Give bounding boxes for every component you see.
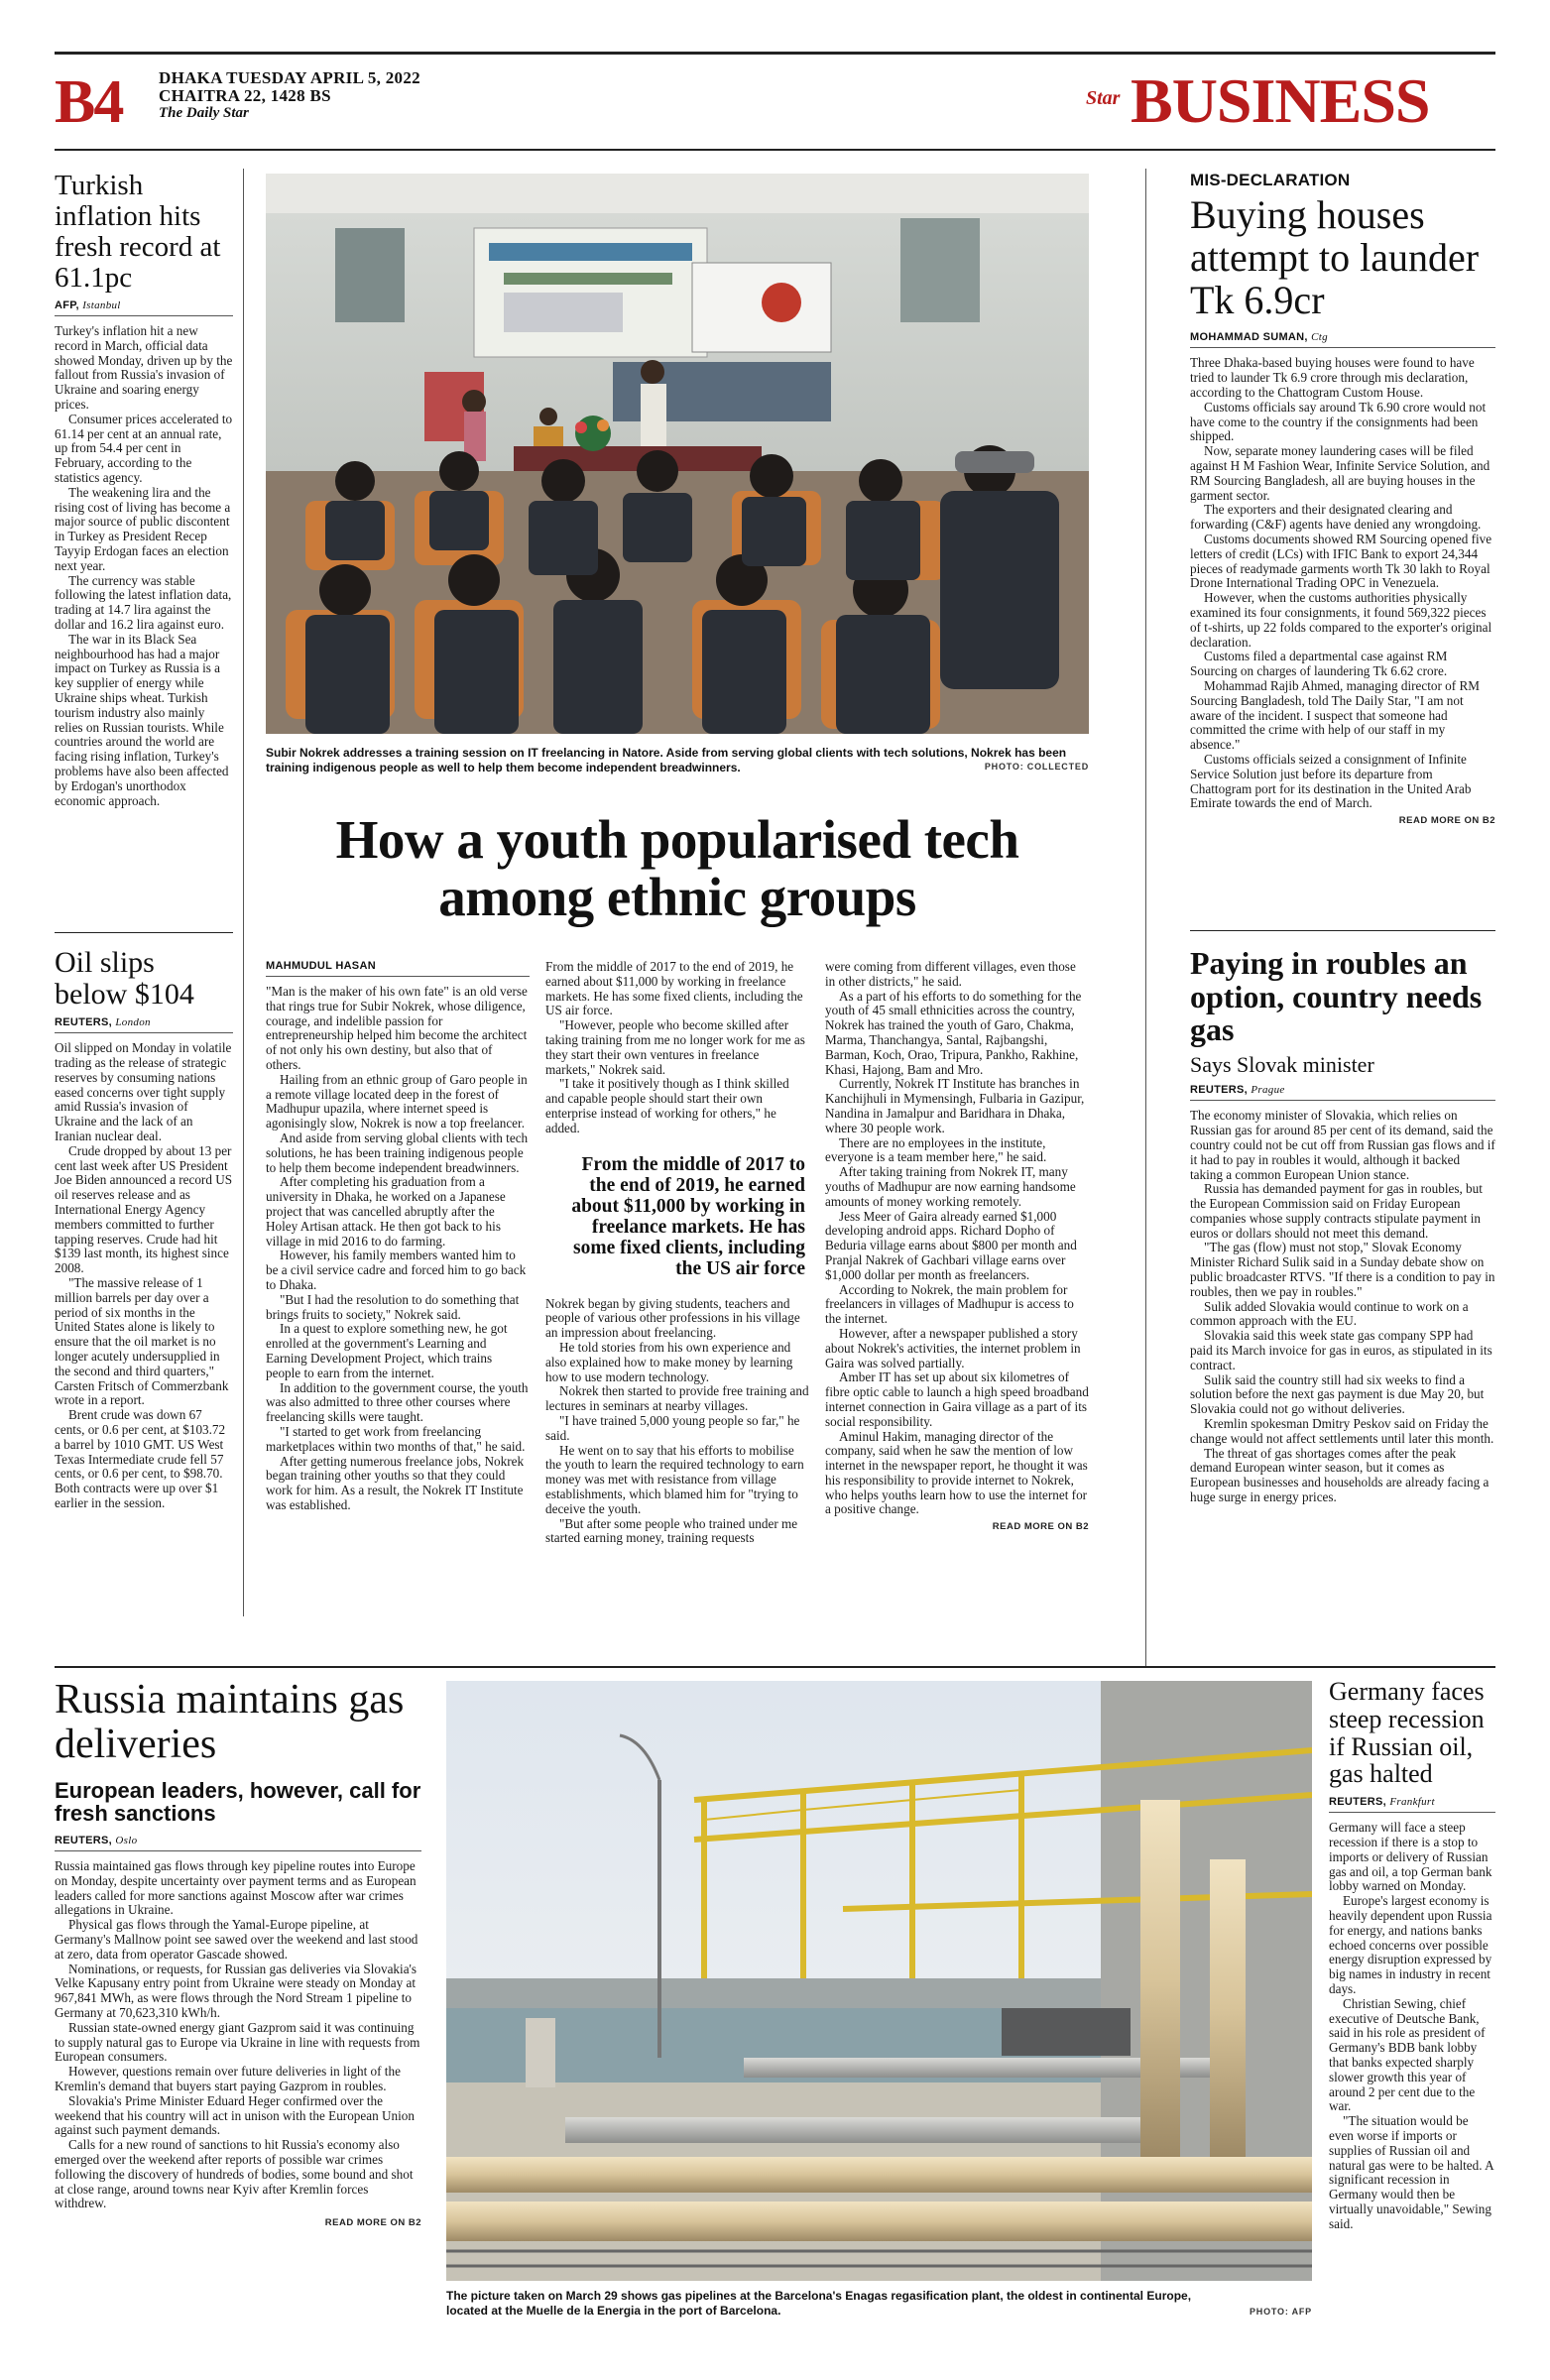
oil-headline: Oil slips below $104	[55, 946, 194, 1012]
classroom-illustration	[266, 174, 1089, 734]
lead-headline: How a youth popularised tech among ethnic groups	[335, 809, 1019, 927]
gas-plant-photo	[446, 1681, 1312, 2281]
star-logo: Star	[1086, 87, 1121, 109]
lead-body-col3: were coming from different villages, even those in other districts," he said. As a part of his efforts to do something for the youth of 45 small ethnicities across the country, Nokrek has trained the youth of Garo, Chakma, Marma, Thanchangya, Santal, Rajbangshi, Barman, Koch, Orao, Tripura, Pankho, Rakhine, Khasi, Hajong, Bam and Mro. Currently, Nokrek IT Institute has branches in Kanchijhuli in Mymensingh, Fulbaria in Gazipur, Nandina in Jamalpur and Baridhara in Dhaka, where 30 people work. There are no employees in the institute, everyone is a team member here," he said. After taking training from Nokrek IT, many youths of Madhupur are now earning handsome amounts of money working remotely. Jess Meer of Gaira already earned $1,000 developing android apps. Richard Dopho of Beduria village earns about $800 per month and Pranjal Nakrek of Gachbari village earns over $1,000 dollar per month as freelancers. According to Nokrek, the main problem for freelancers in villages of Madhupur is access to the internet. However, after a newspaper published a story about Nokrek's activities, the internet problem in Gaira was solved partially. Amber IT has set up about six kilometres of fibre optic cable to launch a high speed broadband internet connection in Gaira village as a part of its social responsibility. Aminul Hakim, managing director of the company, said when he saw the mention of low internet in the newspaper report, he thought it was his responsibility to provide internet to Nokrek, who helps youths learn how to use the internet for a positive change.	[825, 959, 1089, 1517]
section-divider	[55, 932, 233, 933]
roubles-headline: Paying in roubles an option, country needs gas	[1190, 945, 1483, 1048]
turkey-article	[55, 171, 233, 808]
section-title: BUSINESS	[1131, 65, 1430, 136]
turkey-headline: Turkish inflation hits fresh record at 61.1pc	[55, 170, 221, 295]
column-rule	[1145, 169, 1146, 1666]
plant-photo-credit: PHOTO: AFP	[1249, 2307, 1312, 2317]
header-top-rule	[55, 52, 1495, 55]
column-rule	[243, 169, 244, 1616]
roubles-subhead: Says Slovak minister	[1190, 1051, 1374, 1077]
russia-article	[55, 1678, 421, 2228]
plant-caption-block	[446, 2289, 1312, 2317]
masthead-logo: The Daily Star	[159, 105, 249, 121]
germany-headline: Germany faces steep recession if Russian oil, gas halted	[1329, 1677, 1485, 1789]
lead-read-more-link[interactable]: READ MORE ON B2	[992, 1521, 1089, 1533]
training-session-photo	[266, 174, 1089, 734]
dateline-gregorian: DHAKA TUESDAY APRIL 5, 2022	[159, 68, 420, 87]
russia-body: Russia maintained gas flows through key pipeline routes into Europe on Monday, despite uncertainty over payment terms and as European leaders called for more sanctions against Moscow after war crimes allegations in Ukraine. Physical gas flows through the Yamal-Europe pipeline, at Germany's Mallnow point see sawed over the weekend and last stood at zero, data from operator Gascade showed. Nominations, or requests, for Russian gas deliveries via Slovakia's Velke Kapusany entry point from Ukraine were steady on Monday at 967,841 MWh, as were flows through the Nord Stream 1 pipeline to Germany at 70,623,310 kWh/h. Russian state-owned energy giant Gazprom said it was continuing to supply natural gas to Europe via Ukraine in line with requests from European consumers. However, questions remain over future deliveries in light of the Kremlin's demand that buyers start paying Gazprom in roubles. Slovakia's Prime Minister Eduard Heger confirmed over the weekend that his country will act in unison with the European Union against such payment demands. Calls for a new round of sanctions to hit Russia's economy also emerged over the weekend after reports of possible war crimes following the discovery of hundreds of bodies, some bound and shot at close range, around towns near Kyiv after Kremlin forces withdrew.	[55, 1858, 420, 2211]
germany-body: Germany will face a steep recession if there is a stop to imports or delivery of Russian gas and oil, a top German bank lobby warned on Monday. Europe's largest economy is heavily dependent upon Russia for energy, and nations banks echoed concerns over possible energy disruption expressed by big names in industry in recent days. Christian Sewing, chief executive of Deutsche Bank, said in his role as president of Germany's BDB bank lobby that banks expected sharply slower growth this year of around 2 per cent due to the war. "The situation would be even worse if imports or supplies of Russian oil and natural gas were to be halted. A significant recession in Germany would then be virtually unavoidable," Sewing said.	[1329, 1820, 1493, 2231]
roubles-body: The economy minister of Slovakia, which relies on Russian gas for around 85 per cent of its demand, said the country could not be cut off from Russian gas flows and if it had to pay in roubles it would, although it backed taking a common European Union stance. Russia has demanded payment for gas in roubles, but the European Commission said on Friday European companies whose supply contracts stipulate payment in euros or dollars should not meet this demand. "The gas (flow) must not stop," Slovak Economy Minister Richard Sulik said in a Sunday debate show on public broadcaster RTVS. "If there is a condition to pay in roubles, then we pay in roubles." Sulik added Slovakia would continue to work on a common approach with the EU. Slovakia said this week state gas company SPP had paid its March invoice for gas in euros, as stipulated in its contract. Sulik said the country still had six weeks to find a solution before the next gas payment is due May 20, but Slovakia could not go without deliveries. Kremlin spokesman Dmitry Peskov said on Friday the change would not affect settlements until later this month. The threat of gas shortages comes after the peak demand European winter season, but it comes as European businesses and households are already facing a huge surge in energy prices.	[1190, 1108, 1495, 1505]
russia-headline: Russia maintains gas deliveries	[55, 1677, 405, 1767]
germany-byline: REUTERS, Frankfurt	[1329, 1796, 1495, 1813]
oil-article	[55, 947, 233, 1511]
lead-byline: MAHMUDUL HASAN	[266, 960, 530, 977]
russia-byline: REUTERS, Oslo	[55, 1835, 421, 1851]
lead-pullquote: From the middle of 2017 to the end of 2019, he earned about $11,000 by working in freelance markets. He has some fixed clients, including the US air force	[571, 1153, 805, 1279]
misdeclaration-headline: Buying houses attempt to launder Tk 6.9cr	[1190, 192, 1480, 322]
russia-subhead: European leaders, however, call for fresh sanctions	[55, 1777, 421, 1826]
roubles-article	[1190, 947, 1495, 1505]
oil-byline: REUTERS, London	[55, 1016, 233, 1033]
lead-column-1	[266, 960, 530, 1513]
turkey-byline: AFP, Istanbul	[55, 299, 233, 316]
germany-article	[1329, 1678, 1495, 2232]
misdeclaration-body: Three Dhaka-based buying houses were found to have tried to launder Tk 6.9 crore through mis declaration, according to the Chattogram Custom House. Customs officials say around Tk 6.90 crore would not have come to the country if the consignments had been shipped. Now, separate money laundering cases will be filed against H M Fashion Wear, Infinite Service Solution, and RM Sourcing Bangladesh, all are buying houses in the garment sector. The exporters and their designated clearing and forwarding (C&F) agents have denied any wrongdoing. Customs documents showed RM Sourcing opened five letters of credit (LCs) with IFIC Bank to export 24,344 pieces of readymade garments worth Tk 30 lakh to Royal Drone International Trading OPC in Venezuela. However, when the customs authorities physically examined its four consignments, it found 569,322 pieces of t-shirts, up 22 folds compared to the exporter's original declaration. Customs filed a departmental case against RM Sourcing on charges of laundering Tk 6.62 crore. Mohammad Rajib Ahmed, managing director of RM Sourcing Bangladesh, told The Daily Star, "I am not aware of the incident. I suspect that someone had committed the crime with help of our staff in my absence." Customs officials seized a consignment of Infinite Service Solution just before its departure from Chattogram port for its destination in the United Arab Emirate towards the end of March.	[1190, 355, 1492, 811]
lead-photo-credit: PHOTO: COLLECTED	[984, 762, 1089, 772]
lead-body-col2a: From the middle of 2017 to the end of 2019, he earned about $11,000 by working in freelance markets. He has some fixed clients, including the US air force. "However, people who become skilled after taking training from me no longer work for me as they start their own ventures in freelance markets," Nokrek said. "I take it positively though as I think skilled and capable people should start their own enterprise instead of working for others," he added.	[545, 959, 805, 1135]
pipeline-illustration	[446, 1681, 1312, 2281]
page-number: B4	[55, 68, 123, 136]
lead-column-3	[825, 960, 1089, 1532]
misdeclaration-read-more-link[interactable]: READ MORE ON B2	[1398, 815, 1495, 827]
oil-body: Oil slipped on Monday in volatile trading as the release of strategic reserves by consuming nations eased concerns over tight supply amid Russia's invasion of Ukraine and the lack of an Iranian nuclear deal. Crude dropped by about 13 per cent last week after US President Joe Biden announced a record US oil reserves release and as International Energy Agency members committed to further tapping reserves. Crude had hit $139 last month, its highest since 2008. "The massive release of 1 million barrels per day over a period of six months in the United States alone is likely to ensure that the oil market is no longer acutely undersupplied in the second and third quarters," Carsten Fritsch of Commerzbank wrote in a report. Brent crude was down 67 cents, or 0.6 per cent, at $103.72 a barrel by 1010 GMT. US West Texas Intermediate crude fell 57 cents, or 0.6 per cent, to $98.70. Both contracts were up over $1 earlier in the session.	[55, 1040, 233, 1510]
section-divider	[1190, 930, 1495, 931]
turkey-body: Turkey's inflation hit a new record in March, official data showed Monday, driven up by the fallout from Russia's invasion of Ukraine and soaring energy prices. Consumer prices accelerated to 61.14 per cent at an annual rate, up from 54.4 per cent in February, according to the statistics agency. The weakening lira and the rising cost of living has become a major source of public discontent in Turkey as President Recep Tayyip Erdogan faces an election next year. The currency was stable following the latest inflation data, trading at 14.7 lira against the dollar and 16.2 lira against euro. The war in its Black Sea neighbourhood has had a major impact on Turkey as Russia is a key supplier of energy while Ukraine ships wheat. Turkish tourism industry also mainly relies on Russian tourists. While countries around the world are facing rising inflation, Turkey's problems have also been affected by Erdogan's unorthodox economic approach.	[55, 323, 233, 808]
dateline-bangla: CHAITRA 22, 1428 BS	[159, 86, 331, 105]
lead-photo-caption: Subir Nokrek addresses a training session on IT freelancing in Natore. Aside from serving global clients with tech solutions, Nokrek has been training indigenous people as well to help them become independent breadwinners.	[266, 746, 1067, 774]
header-bottom-rule	[55, 149, 1495, 151]
lead-body-col2b: Nokrek began by giving students, teachers and people of various other professions in his village an impression about freelancing. He told stories from his own experience and also explained how to make money by learning how to use modern technology. Nokrek then started to provide free training and lectures in seminars at nearby villages. "I have trained 5,000 young people so far," he said. He went on to say that his efforts to mobilise the youth to learn the required technology to earn money was met with resistance from village establishments, which blamed him for "trying to deceive the youth. "But after some people who trained under me started earning money, training requests	[545, 1295, 809, 1546]
plant-photo-caption: The picture taken on March 29 shows gas pipelines at the Barcelona's Enagas regasification plant, the oldest in continental Europe, located at the Muelle de la Energia in the port of Barcelona.	[446, 2289, 1192, 2318]
lead-column-2	[545, 960, 809, 1546]
lead-photo-caption-block	[266, 746, 1089, 772]
dateline	[159, 69, 420, 122]
misdeclaration-article	[1190, 171, 1495, 826]
roubles-byline: REUTERS, Prague	[1190, 1084, 1495, 1101]
bottom-section-rule	[55, 1666, 1495, 1668]
russia-read-more-link[interactable]: READ MORE ON B2	[324, 2217, 421, 2229]
misdeclaration-kicker: MIS-DECLARATION	[1190, 171, 1351, 189]
lead-body-col1: "Man is the maker of his own fate" is an old verse that rings true for Subir Nokrek, whose diligence, courage, and indelible passion for entrepreneurship helped him become the architect of not only his own destiny, but also that of others. Hailing from an ethnic group of Garo people in a remote village located deep in the forest of Madhupur upazila, where internet speed is agonisingly slow, Nokrek is now a top freelancer. And aside from serving global clients with tech solutions, he has been training indigenous people to help them become independent breadwinners. After completing his graduation from a university in Dhaka, he worked on a Japanese project that was cancelled abruptly after the Holey Artisan attack. He then got back to his village in mid 2016 to do farming. However, his family members wanted him to be a civil service cadre and forced him to go back to Dhaka. "But I had the resolution to do something that brings fruits to society," Nokrek said. In a quest to explore something new, he got enrolled at the government's Learning and Earning Development Project, which trains people to earn from the internet. In addition to the government course, the youth was also admitted to three other courses where freelancing skills were taught. "I started to get work from freelancing marketplaces within two months of that," he said. After getting numerous freelance jobs, Nokrek began training other youths so that they could work for him. As a result, the Nokrek IT Institute was established.	[266, 984, 529, 1512]
misdeclaration-byline: MOHAMMAD SUMAN, Ctg	[1190, 331, 1495, 348]
